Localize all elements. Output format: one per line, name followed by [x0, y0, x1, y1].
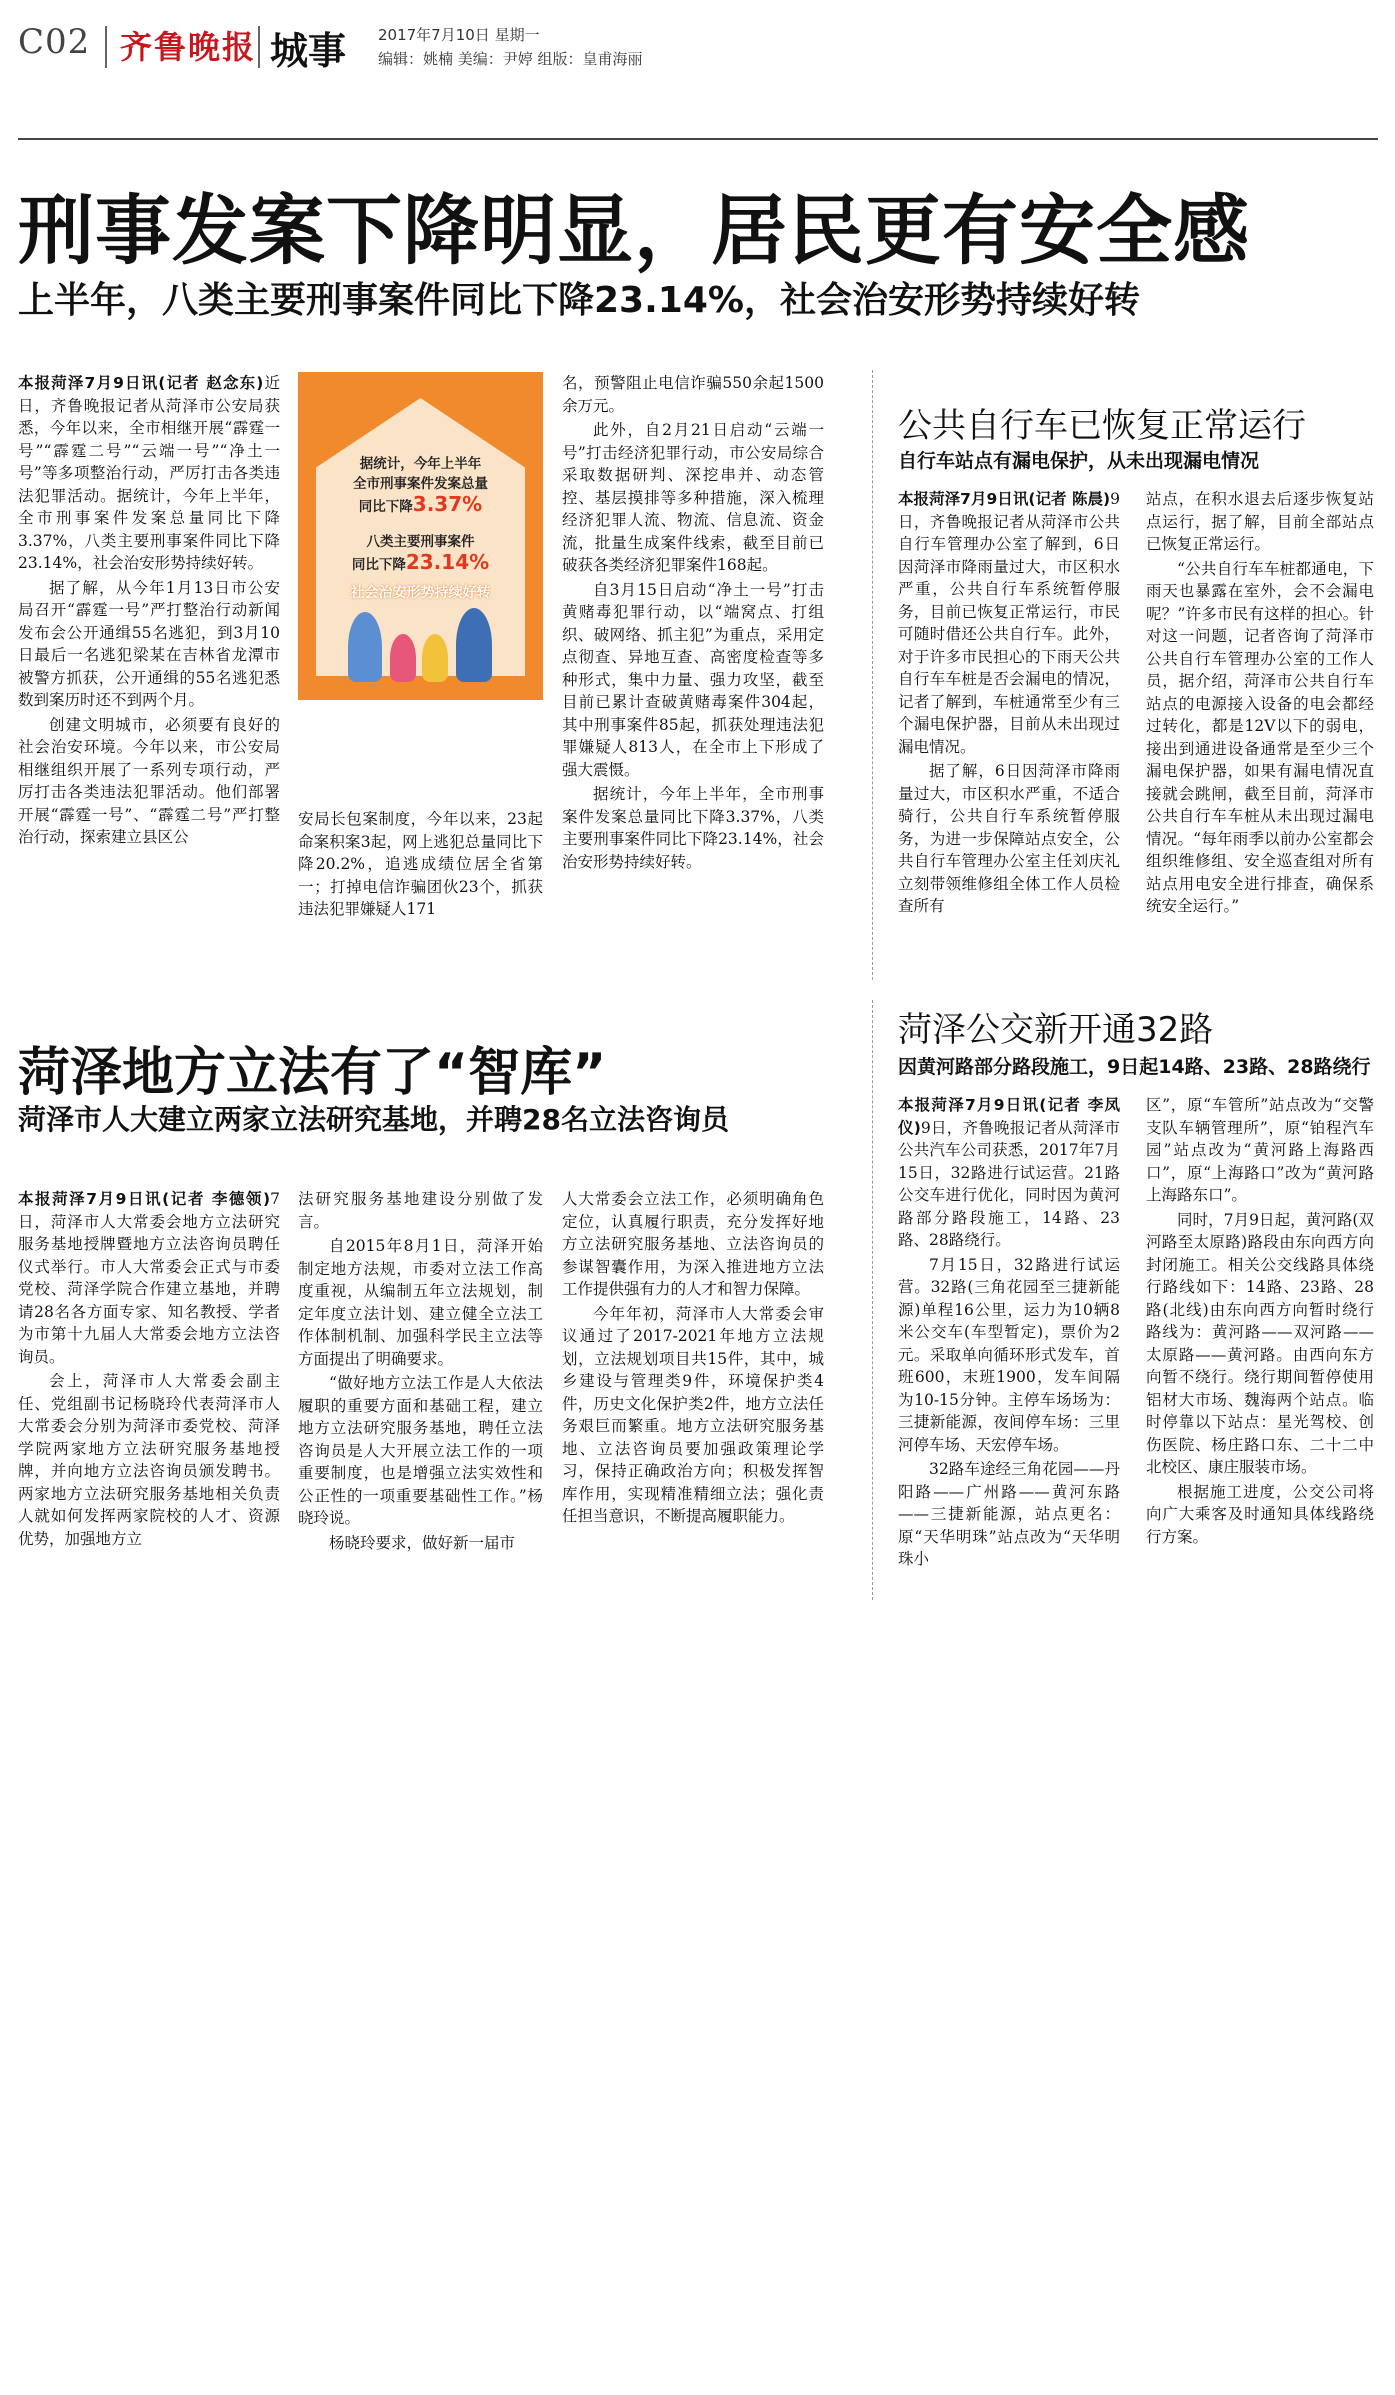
bike-column-1	[898, 488, 1120, 972]
divider	[105, 26, 107, 68]
info-line: 同比下降23.14%	[351, 550, 490, 574]
staff-credits: 编辑：姚楠 美编：尹婷 组版：皇甫海丽	[378, 50, 643, 68]
paragraph: 本报菏泽7月9日讯(记者 陈晨)9日，齐鲁晚报记者从菏泽市公共自行车管理办公室了解到，6日因菏泽市降雨量过大，市区积水严重，公共自行车系统暂停服务，目前已恢复正常运行，市民可随时借还公共自行车。此外，对于许多市民担心的下雨天公共自行车车桩是否会漏电的情况，记者了解到，车桩通常至少有三个漏电保护器，目前从未出现过漏电情况。	[898, 490, 1120, 756]
family-figure-icon	[422, 634, 448, 682]
column-divider	[872, 370, 873, 980]
law-subheadline: 菏泽市人大建立两家立法研究基地，并聘28名立法咨询员	[18, 1103, 729, 1136]
bus-subheadline: 因黄河路部分路段施工，9日起14路、23路、28路绕行	[898, 1056, 1371, 1078]
dateline: 本报菏泽7月9日讯(记者 李德领)	[18, 1190, 271, 1208]
law-column-2	[298, 1188, 543, 1580]
family-figure-icon	[456, 608, 492, 682]
family-figure-icon	[348, 612, 382, 682]
dateline: 本报菏泽7月9日讯(记者 李凤仪)	[898, 1096, 1120, 1137]
bike-subheadline: 自行车站点有漏电保护，从未出现漏电情况	[898, 450, 1260, 472]
paragraph: 此外，自2月21日启动“云端一号”打击经济犯罪行动，市公安局综合采取数据研判、深挖串并、动态管控、基层摸排等多种措施，深入梳理经济犯罪人流、物流、信息流、资金流，批量生成案件线索，截至目前已破获各类经济犯罪案件168起。	[562, 421, 824, 574]
paragraph: 今年年初，菏泽市人大常委会审议通过了2017-2021年地方立法规划，立法规划项目共15件，其中，城乡建设与管理类9件，环境保护类4件，历史文化保护类2件，地方立法任务艰巨而繁重。地方立法研究服务基地、立法咨询员要加强政策理论学习，保持正确政治方向；积极发挥智库作用，实现精准精细立法；强化责任担当意识，不断提高履职能力。	[562, 1304, 824, 1525]
paragraph: 法研究服务基地建设分别做了发言。	[298, 1190, 543, 1231]
paragraph: 自3月15日启动“净土一号”打击黄赌毒犯罪行动，以“端窝点、打组织、破网络、抓主犯”为重点，采用定点彻查、异地互查、高密度检查等多种形式，集中力量、强力攻坚，截至目前已累计查破黄赌毒案件304起，其中刑事案件85起，抓获处理违法犯罪嫌疑人813人，在全市上下形成了强大震慑。	[562, 580, 824, 779]
paragraph: “公共自行车车桩都通电，下雨天也暴露在室外，会不会漏电呢？”许多市民有这样的担心。针对这一问题，记者咨询了菏泽市公共自行车管理办公室的工作人员，据介绍，菏泽市公共自行车站点的电源接入设备的电会都经过转化，都是12V以下的弱电，接出到通进设备通常是至少三个漏电保护器，如果有漏电情况直接就会跳闸，截至目前，菏泽市公共自行车车桩从未出现过漏电情况。“每年雨季以前办公室都会组织维修组、安全巡查组对所有站点用电安全进行排查，确保系统安全运行。”	[1146, 559, 1374, 915]
newspaper-logo: 齐鲁晚报	[120, 28, 257, 66]
paragraph: 据了解，从今年1月13日市公安局召开“霹霆一号”严打整治行动新闻发布会公开通缉55名逃犯，到3月10日最后一名逃犯梁某在吉林省龙潭市被警方抓获，公开通缉的55名逃犯悉数到案历时还不到两个月。	[18, 578, 280, 709]
info-value: 3.37%	[412, 492, 483, 516]
family-figure-icon	[390, 634, 416, 682]
paragraph: 会上，菏泽市人大常委会副主任、党组副书记杨晓玲代表菏泽市人大常委会分别为菏泽市委党校、菏泽学院两家地方立法研究服务基地授牌，并向地方立法咨询员颁发聘书。两家地方立法研究服务基地相关负责人就如何发挥两家院校的人才、资源优势，加强地方立	[18, 1372, 280, 1548]
lead-column-1	[18, 372, 280, 970]
bus-column-1	[898, 1094, 1120, 1572]
info-caption: 社会治安形势持续好转	[350, 585, 491, 601]
paragraph: 本报菏泽7月9日讯(记者 李德领)7日，菏泽市人大常委会地方立法研究服务基地授牌暨地方立法咨询员聘任仪式举行。市人大常委会正式与市委党校、菏泽学院合作建立基地，并聘请28名各方面专家、知名教授、学者为市第十九届人大常委会地方立法咨询员。	[18, 1190, 280, 1366]
dateline: 本报菏泽7月9日讯(记者 赵念东)	[18, 374, 264, 392]
paragraph: 人大常委会立法工作，必须明确角色定位，认真履行职责，充分发挥好地方立法研究服务基地、立法咨询员的参谋智囊作用，为深入推进地方立法工作提供强有力的人才和智力保障。	[562, 1190, 824, 1298]
paragraph: 据了解，6日因菏泽市降雨量过大，市区积水严重，不适合骑行，公共自行车系统暂停服务，为进一步保障站点安全，公共自行车管理办公室主任刘庆礼立刻带领维修组全体工作人员检查所有	[898, 762, 1120, 915]
paragraph: 创建文明城市，必须要有良好的社会治安环境。今年以来，市公安局相继组织开展了一系列专项行动，严厉打击各类违法犯罪活动。他们部署开展“霹霆一号”、“霹霆二号”严打整治行动，探索建立县区公	[18, 715, 280, 846]
column-divider	[872, 1000, 873, 1600]
bike-column-2	[1146, 488, 1374, 972]
paragraph: 本报菏泽7月9日讯(记者 李凤仪)9日，齐鲁晚报记者从菏泽市公共汽车公司获悉，2017年7月15日，32路进行试运营。21路公交车进行优化，同时因为黄河路部分路段施工，14路、23路、28路绕行。	[898, 1096, 1120, 1249]
paragraph: 名，预警阻止电信诈骗550余起1500余万元。	[562, 374, 824, 415]
section-name: 城事	[270, 29, 347, 73]
paragraph: 7月15日，32路进行试运营。32路(三角花园至三捷新能源)单程16公里，运力为10辆8米公交车(车型暂定)，票价为2元。采取单向循环形式发车，首班600，末班1900，发车间隔为10-15分钟。主停车场场为：三捷新能源，夜间停车场：三里河停车场、天宏停车场。	[898, 1255, 1120, 1454]
law-column-3	[562, 1188, 824, 1580]
lead-column-3	[562, 372, 824, 970]
page-number: C02	[18, 22, 91, 62]
header-rule	[18, 138, 1378, 140]
bike-headline: 公共自行车已恢复正常运行	[898, 406, 1306, 446]
divider	[258, 26, 260, 68]
paragraph: 本报菏泽7月9日讯(记者 赵念东)近日，齐鲁晚报记者从菏泽市公安局获悉，今年以来，全市相继开展“霹霆一号”“霹霆二号”“云端一号”“净土一号”等多项整治行动，严厉打击各类违法犯罪活动。据统计，今年上半年，全市刑事案件发案总量同比下降3.37%，八类主要刑事案件同比下降23.14%，社会治安形势持续好转。	[18, 374, 280, 572]
paragraph: 自2015年8月1日，菏泽开始制定地方法规，市委对立法工作高度重视，从编制五年立法规划，制定年度立法计划、建立健全立法工作体制机制、加强科学民主立法等方面提出了明确要求。	[298, 1237, 543, 1368]
paragraph: “做好地方立法工作是人大依法履职的重要方面和基础工程，建立地方立法研究服务基地，聘任立法咨询员是人大开展立法工作的一项重要制度，也是增强立法实效性和公正性的一项重要基础性工作。”杨晓玲说。	[298, 1374, 543, 1527]
lead-subheadline: 上半年，八类主要刑事案件同比下降23.14%，社会治安形势持续好转	[18, 280, 1140, 321]
paragraph: 同时，7月9日起，黄河路(双河路至太原路)路段由东向西方向封闭施工。相关公交线路具体绕行路线如下：14路、23路、28路(北线)由东向西方向暂时绕行路线为：黄河路——双河路——太原路——黄河路。由西向东方向暂不绕行。绕行期间暂停使用铝材大市场、魏海两个站点。临时停靠以下站点：星光驾校、创伤医院、杨庄路口东、二十二中北校区、康庄服装市场。	[1146, 1210, 1374, 1476]
paragraph: 据统计，今年上半年，全市刑事案件发案总量同比下降3.37%，八类主要刑事案件同比下降23.14%，社会治安形势持续好转。	[562, 785, 824, 871]
bus-column-2	[1146, 1094, 1374, 1572]
paragraph: 站点，在积水退去后逐步恢复站点运行，据了解，目前全部站点已恢复正常运行。	[1146, 490, 1374, 553]
paragraph: 杨晓玲要求，做好新一届市	[329, 1533, 516, 1552]
dateline: 本报菏泽7月9日讯(记者 陈晨)	[898, 490, 1111, 508]
paragraph: 安局长包案制度，今年以来，23起命案积案3起，网上逃犯总量同比下降20.2%，追逃成绩位居全省第一；打掉电信诈骗团伙23个，抓获违法犯罪嫌疑人171	[298, 810, 543, 918]
info-line: 全市刑事案件发案总量	[353, 476, 488, 492]
paragraph: 32路车途经三角花园——丹阳路——广州路——黄河东路——三捷新能源，站点更名：原“天华明珠”站点改为“天华明珠小	[898, 1460, 1120, 1568]
lead-column-2	[298, 808, 543, 970]
lead-headline: 刑事发案下降明显，居民更有安全感	[18, 186, 1250, 275]
info-value: 23.14%	[405, 550, 490, 574]
paragraph: 区”，原“车管所”站点改为“交警支队车辆管理所”，原“铂程汽车园”站点改为“黄河路上海路西口”，原“上海路口”改为“黄河路上海路东口”。	[1146, 1096, 1374, 1204]
infographic	[298, 372, 543, 700]
info-line: 据统计，今年上半年	[359, 456, 482, 472]
paragraph: 根据施工进度，公交公司将向广大乘客及时通知具体线路绕行方案。	[1146, 1482, 1374, 1546]
law-headline: 菏泽地方立法有了“智库”	[18, 1043, 607, 1103]
issue-date: 2017年7月10日 星期一	[378, 26, 540, 44]
info-line: 同比下降3.37%	[358, 492, 483, 516]
bus-headline: 菏泽公交新开通32路	[898, 1010, 1214, 1050]
info-line: 八类主要刑事案件	[366, 534, 475, 550]
law-column-1	[18, 1188, 280, 1580]
